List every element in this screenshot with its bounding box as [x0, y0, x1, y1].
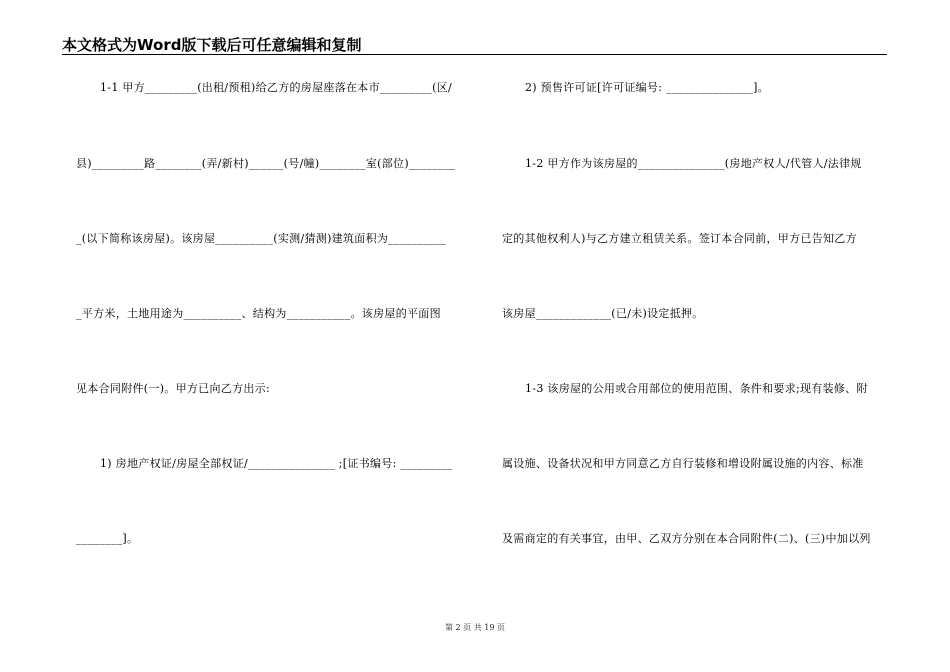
left-line-3: _(以下简称该房屋)。该房屋__________(实测/猜测)建筑面积为__________: [76, 232, 447, 245]
right-line-2: 1-2 甲方作为该房屋的_______________(房地产权人/代管人/法律规: [525, 157, 862, 170]
left-line-6: 1) 房地产权证/房屋全部权证/_______________ ;[证书编号: _________: [100, 457, 453, 470]
page-number: 第 2 页 共 19 页: [445, 623, 505, 632]
left-line-5: 见本合同附件(一)。甲方已向乙方出示:: [76, 382, 270, 395]
left-line-7: ________]。: [76, 532, 139, 545]
left-line-4: _平方米，土地用途为__________、结构为___________。该房屋的平面图: [76, 307, 441, 320]
left-line-2: 县)_________路________(弄/新村)______(号/幢)________室(部位)________: [76, 157, 456, 170]
right-line-4: 该房屋_____________(已/未)设定抵押。: [502, 307, 704, 320]
right-line-6: 属设施、设备状况和甲方同意乙方自行装修和增设附属设施的内容、标准: [502, 457, 864, 470]
left-line-1: 1-1 甲方_________(出租/预租)给乙方的房屋座落在本市_________(区/: [100, 81, 452, 94]
right-line-1: 2) 预售许可证[许可证编号: _______________]。: [525, 81, 769, 94]
header-title: 本文格式为Word版下载后可任意编辑和复制: [62, 36, 362, 54]
right-line-3: 定的其他权利人)与乙方建立租赁关系。签订本合同前，甲方已告知乙方: [502, 232, 857, 245]
right-line-7: 及需商定的有关事宜，由甲、乙双方分别在本合同附件(二)、(三)中加以列: [502, 532, 871, 545]
header-divider: [62, 54, 887, 55]
right-line-5: 1-3 该房屋的公用或合用部位的使用范围、条件和要求;现有装修、附: [525, 382, 868, 395]
